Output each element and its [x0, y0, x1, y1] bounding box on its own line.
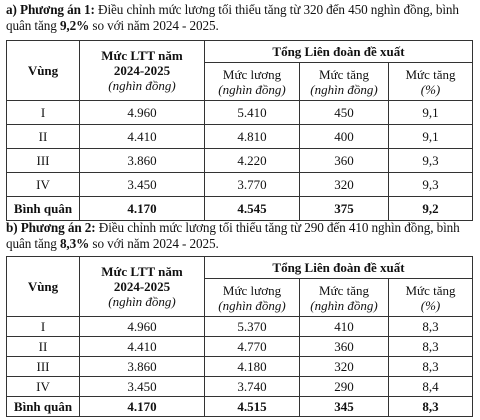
- rate-cell: 9,1: [389, 101, 473, 125]
- header-rate: [389, 63, 473, 101]
- increase-cell: 290: [300, 377, 389, 397]
- header-increase-label: Mức tăng: [318, 66, 369, 82]
- average-salary-cell: 4.515: [205, 397, 300, 417]
- plan-1-lead: a) Phương án 1:: [6, 2, 95, 17]
- salary-cell: 4.810: [205, 125, 300, 149]
- ltt-cell: 3.450: [80, 377, 205, 397]
- header-rate-label: Mức tăng: [405, 66, 456, 82]
- region-cell: IV: [7, 173, 80, 197]
- average-ltt-cell: 4.170: [80, 397, 205, 417]
- salary-cell: 3.740: [205, 377, 300, 397]
- ltt-cell: 4.960: [80, 317, 205, 337]
- header-increase-label: Mức tăng: [318, 282, 369, 298]
- average-row: [7, 397, 473, 417]
- rate-cell: 9,3: [389, 149, 473, 173]
- average-region-cell: Bình quân: [7, 197, 80, 221]
- header-salary-unit: (nghìn đồng): [218, 297, 286, 313]
- average-increase-cell: 345: [300, 397, 389, 417]
- plan-1-text-b: so với năm 2024 - 2025.: [89, 18, 219, 33]
- table-row: [7, 357, 473, 377]
- plan-2-text-a: Điều chỉnh mức lương tối thiểu tăng từ 290 đến 410 nghìn đồng, bình quân tăng: [6, 220, 460, 251]
- salary-cell: 3.770: [205, 173, 300, 197]
- increase-cell: 400: [300, 125, 389, 149]
- header-increase-unit: (nghìn đồng): [310, 297, 378, 313]
- table-row: [7, 377, 473, 397]
- region-cell: III: [7, 149, 80, 173]
- ltt-cell: 3.860: [80, 149, 205, 173]
- plan-1-intro: [6, 2, 474, 34]
- header-increase-unit: (nghìn đồng): [310, 81, 378, 97]
- header-increase: [300, 279, 389, 317]
- average-row: [7, 197, 473, 221]
- header-rate: [389, 279, 473, 317]
- ltt-cell: 4.410: [80, 125, 205, 149]
- header-ltt-label: Mức LTT năm 2024-2025: [101, 48, 183, 78]
- average-region-cell: Bình quân: [7, 397, 80, 417]
- header-ltt: [80, 257, 205, 317]
- rate-cell: 8,3: [389, 337, 473, 357]
- increase-cell: 410: [300, 317, 389, 337]
- table-row: [7, 149, 473, 173]
- header-ltt-unit: (nghìn đồng): [108, 78, 176, 93]
- plan-1-table: [6, 40, 473, 221]
- average-ltt-cell: 4.170: [80, 197, 205, 221]
- increase-cell: 320: [300, 357, 389, 377]
- plan-2-text-b: so với năm 2024 - 2025.: [89, 236, 219, 251]
- average-increase-cell: 375: [300, 197, 389, 221]
- rate-cell: 9,3: [389, 173, 473, 197]
- table-row: [7, 337, 473, 357]
- table-row: [7, 317, 473, 337]
- header-salary-label: Mức lương: [222, 66, 282, 82]
- header-salary: [205, 279, 300, 317]
- region-cell: I: [7, 317, 80, 337]
- salary-cell: 5.410: [205, 101, 300, 125]
- ltt-cell: 3.860: [80, 357, 205, 377]
- increase-cell: 320: [300, 173, 389, 197]
- plan-1-highlight: 9,2%: [59, 18, 90, 33]
- average-rate-cell: 9,2: [389, 197, 473, 221]
- plan-2-lead: b) Phương án 2:: [6, 220, 96, 235]
- increase-cell: 450: [300, 101, 389, 125]
- salary-cell: 4.180: [205, 357, 300, 377]
- average-salary-cell: 4.545: [205, 197, 300, 221]
- table-row: [7, 173, 473, 197]
- region-cell: II: [7, 125, 80, 149]
- header-salary-unit: (nghìn đồng): [218, 81, 286, 97]
- increase-cell: 360: [300, 149, 389, 173]
- salary-cell: 5.370: [205, 317, 300, 337]
- plan-2-intro: [6, 220, 474, 252]
- rate-cell: 9,1: [389, 125, 473, 149]
- header-group: Tổng Liên đoàn đề xuất: [205, 257, 473, 279]
- header-salary-label: Mức lương: [222, 282, 282, 298]
- rate-cell: 8,3: [389, 357, 473, 377]
- region-cell: IV: [7, 377, 80, 397]
- salary-cell: 4.770: [205, 337, 300, 357]
- ltt-cell: 4.960: [80, 101, 205, 125]
- header-region: Vùng: [7, 41, 80, 101]
- header-increase: [300, 63, 389, 101]
- header-region: Vùng: [7, 257, 80, 317]
- plan-1-text-a: Điều chỉnh mức lương tối thiểu tăng từ 320 đến 450 nghìn đồng, bình quân tăng: [6, 2, 459, 33]
- plan-2-table: [6, 256, 473, 417]
- header-ltt: [80, 41, 205, 101]
- rate-cell: 8,3: [389, 317, 473, 337]
- region-cell: I: [7, 101, 80, 125]
- header-salary: [205, 63, 300, 101]
- header-ltt-unit: (nghìn đồng): [108, 294, 176, 309]
- header-rate-unit: (%): [420, 297, 441, 313]
- ltt-cell: 4.410: [80, 337, 205, 357]
- rate-cell: 8,4: [389, 377, 473, 397]
- header-rate-label: Mức tăng: [405, 282, 456, 298]
- region-cell: II: [7, 337, 80, 357]
- ltt-cell: 3.450: [80, 173, 205, 197]
- region-cell: III: [7, 357, 80, 377]
- header-group: Tổng Liên đoàn đề xuất: [205, 41, 473, 63]
- table-row: [7, 101, 473, 125]
- plan-2-highlight: 8,3%: [59, 236, 90, 251]
- increase-cell: 360: [300, 337, 389, 357]
- header-ltt-label: Mức LTT năm 2024-2025: [101, 264, 183, 294]
- average-rate-cell: 8,3: [389, 397, 473, 417]
- table-row: [7, 125, 473, 149]
- header-rate-unit: (%): [420, 81, 441, 97]
- salary-cell: 4.220: [205, 149, 300, 173]
